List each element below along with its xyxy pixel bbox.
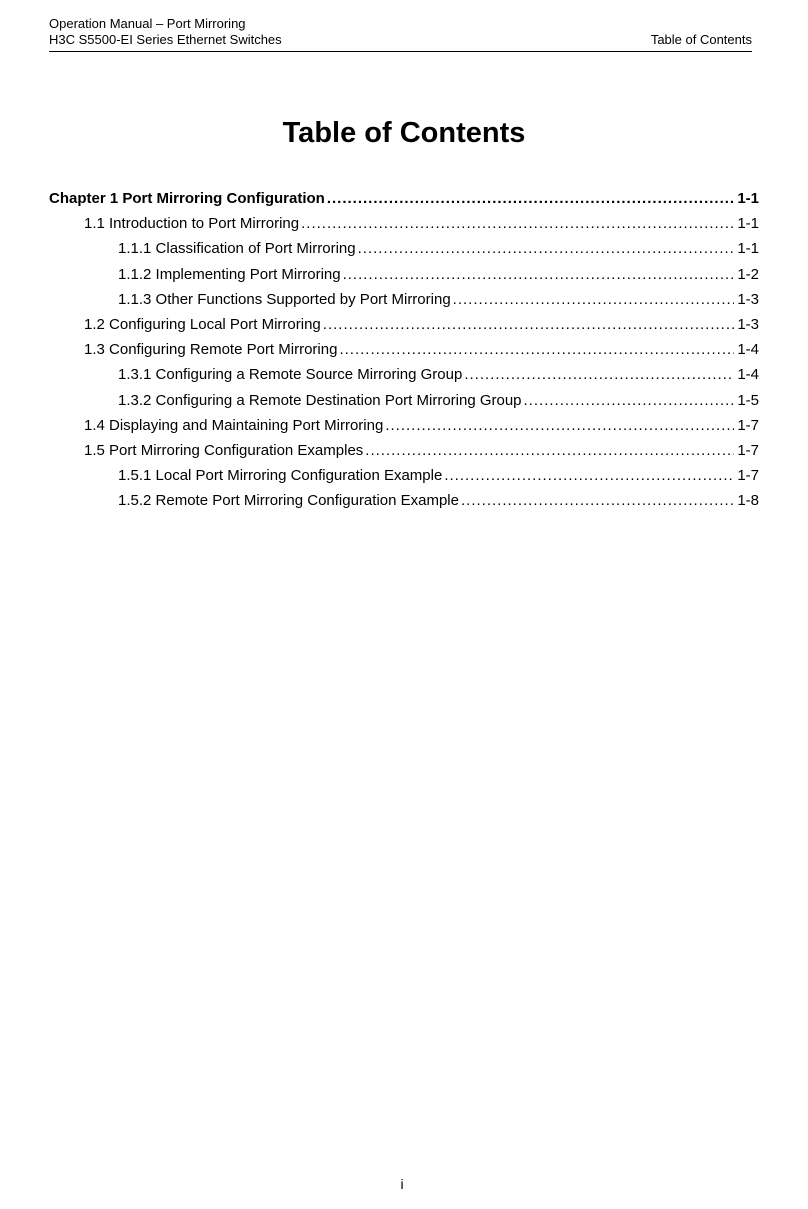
- toc-entry-label[interactable]: 1.5 Port Mirroring Configuration Examples: [84, 441, 364, 459]
- header-row: [49, 32, 752, 48]
- toc-entry[interactable]: [49, 362, 759, 387]
- toc-entry-label[interactable]: 1.5.2 Remote Port Mirroring Configuration Example: [118, 492, 459, 510]
- toc-entry-page[interactable]: 1-7: [737, 467, 759, 485]
- toc-entry-page[interactable]: 1-1: [737, 190, 759, 207]
- toc-entry-label[interactable]: 1.1.2 Implementing Port Mirroring: [118, 265, 341, 283]
- toc-entry-label[interactable]: 1.4 Displaying and Maintaining Port Mirroring: [84, 416, 384, 434]
- toc-entry-label[interactable]: 1.3 Configuring Remote Port Mirroring: [84, 341, 338, 359]
- toc-entry[interactable]: [49, 438, 759, 463]
- page-header: [49, 16, 752, 48]
- toc-entry[interactable]: [49, 211, 759, 236]
- toc-dot-leader: [453, 287, 735, 312]
- toc-entry[interactable]: [49, 262, 759, 287]
- toc-entry-page[interactable]: 1-7: [737, 416, 759, 434]
- toc-entry-page[interactable]: 1-3: [737, 315, 759, 333]
- toc-entry[interactable]: [49, 488, 759, 513]
- toc-entry-label[interactable]: Chapter 1 Port Mirroring Configuration: [49, 190, 325, 207]
- toc-entry-page[interactable]: 1-4: [737, 341, 759, 359]
- toc-entry-page[interactable]: 1-1: [737, 215, 759, 233]
- toc-entry[interactable]: [49, 186, 759, 211]
- toc-dot-leader: [385, 413, 734, 438]
- toc-dot-leader: [444, 463, 734, 488]
- toc-entry-label[interactable]: 1.3.2 Configuring a Remote Destination Port Mirroring Group: [118, 391, 522, 409]
- toc-dot-leader: [365, 438, 734, 463]
- toc-entry-page[interactable]: 1-1: [737, 240, 759, 258]
- toc-dot-leader: [464, 362, 734, 387]
- table-of-contents: [49, 186, 759, 513]
- toc-dot-leader: [524, 388, 735, 413]
- page-title: Table of Contents: [282, 117, 526, 149]
- toc-entry[interactable]: [49, 463, 759, 488]
- toc-entry-page[interactable]: 1-3: [737, 290, 759, 308]
- toc-entry-label[interactable]: 1.1.3 Other Functions Supported by Port Mirroring: [118, 290, 451, 308]
- toc-entry[interactable]: [49, 312, 759, 337]
- toc-dot-leader: [461, 488, 734, 513]
- toc-entry[interactable]: [49, 287, 759, 312]
- toc-entry-page[interactable]: 1-5: [737, 391, 759, 409]
- toc-dot-leader: [339, 337, 734, 362]
- toc-entry[interactable]: [49, 388, 759, 413]
- toc-entry[interactable]: [49, 337, 759, 362]
- toc-dot-leader: [323, 312, 735, 337]
- toc-entry-page[interactable]: 1-8: [737, 492, 759, 510]
- toc-entry[interactable]: [49, 413, 759, 438]
- toc-dot-leader: [301, 211, 734, 236]
- toc-entry-label[interactable]: 1.2 Configuring Local Port Mirroring: [84, 315, 321, 333]
- toc-dot-leader: [343, 262, 735, 287]
- footer-page-number: i: [400, 1176, 404, 1192]
- toc-entry-label[interactable]: 1.3.1 Configuring a Remote Source Mirroring Group: [118, 366, 463, 384]
- toc-entry-page[interactable]: 1-2: [737, 265, 759, 283]
- header-product-name: H3C S5500-EI Series Ethernet Switches: [49, 32, 282, 47]
- toc-dot-leader: [327, 186, 734, 211]
- header-manual-title: Operation Manual – Port Mirroring: [49, 16, 246, 31]
- toc-entry-page[interactable]: 1-4: [737, 366, 759, 384]
- toc-dot-leader: [358, 236, 735, 261]
- toc-entry-label[interactable]: 1.1 Introduction to Port Mirroring: [84, 215, 300, 233]
- toc-entry-label[interactable]: 1.1.1 Classification of Port Mirroring: [118, 240, 356, 258]
- toc-entry[interactable]: [49, 236, 759, 261]
- header-section-name: Table of Contents: [650, 32, 752, 47]
- toc-entry-page[interactable]: 1-7: [737, 441, 759, 459]
- toc-entry-label[interactable]: 1.5.1 Local Port Mirroring Configuration Example: [118, 467, 443, 485]
- header-divider: [49, 51, 752, 52]
